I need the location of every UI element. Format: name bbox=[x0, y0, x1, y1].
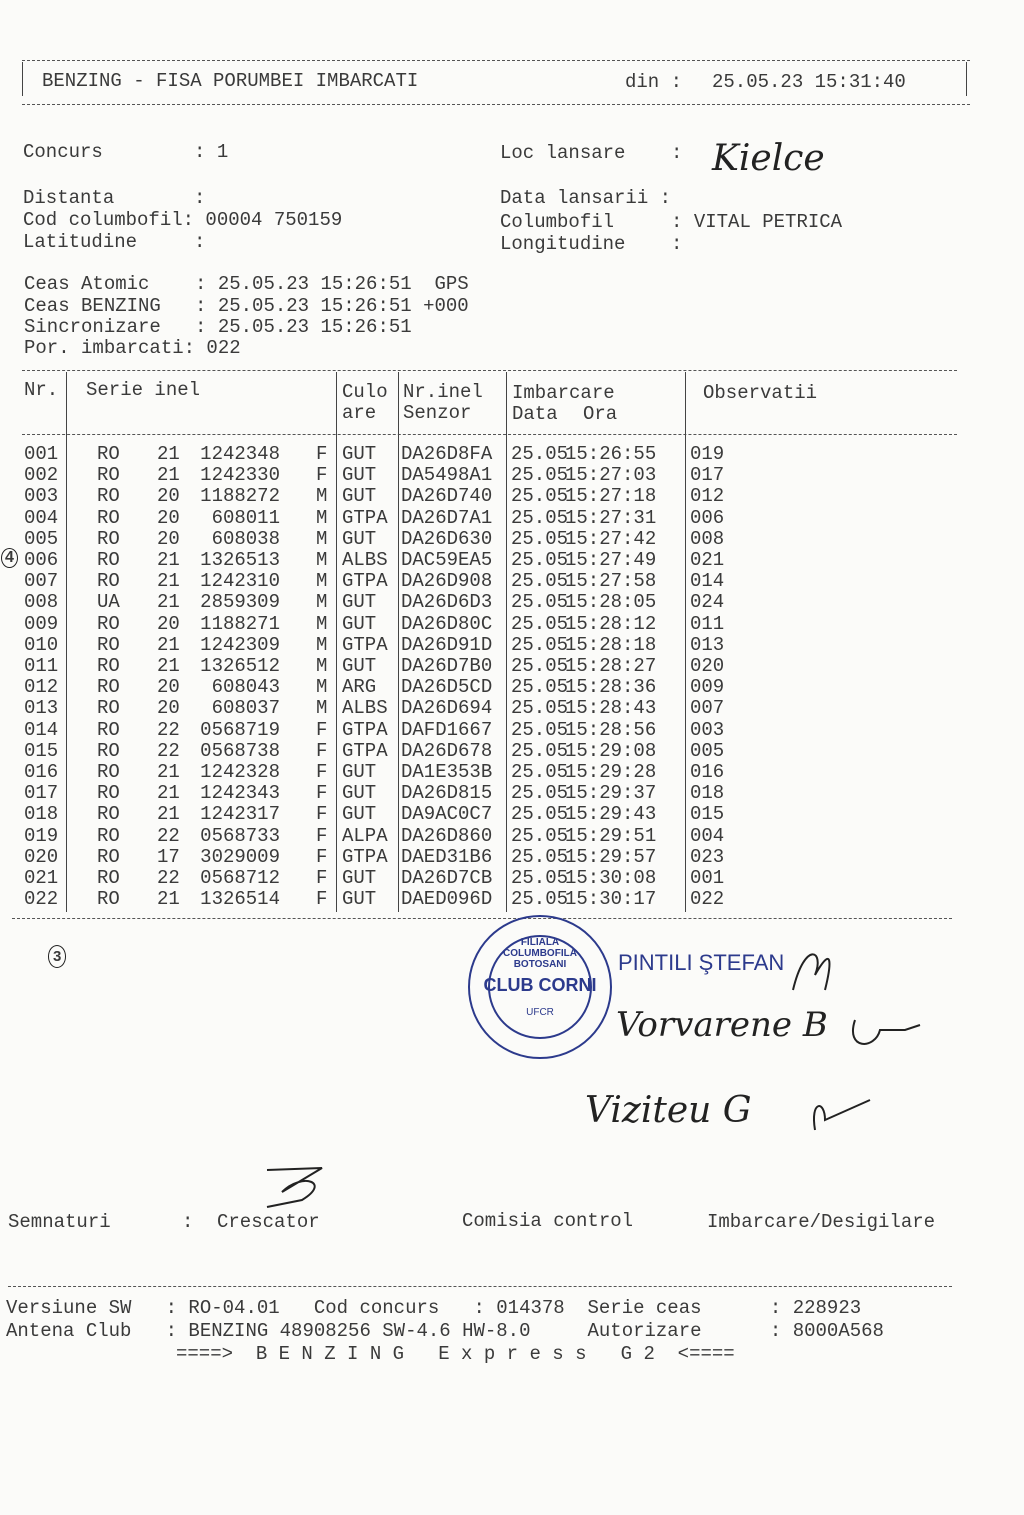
cell-country: RO bbox=[97, 612, 120, 635]
cell-sex: F bbox=[316, 761, 328, 783]
stamp-center-text: CLUB CORNI bbox=[483, 975, 597, 995]
cell-sex: M bbox=[316, 527, 328, 550]
cell-country: RO bbox=[97, 824, 120, 847]
cell-data: 25.05 bbox=[511, 824, 569, 847]
cell-country: RO bbox=[97, 570, 120, 593]
cell-year: 22 bbox=[157, 824, 180, 847]
cell-observatii: 024 bbox=[690, 591, 725, 614]
cell-sex: F bbox=[316, 888, 328, 911]
cell-ora: 15:28:18 bbox=[565, 633, 657, 656]
cell-ora: 15:28:12 bbox=[565, 612, 657, 635]
cell-sex: F bbox=[316, 803, 328, 826]
cell-nr: 013 bbox=[24, 697, 59, 720]
cell-culoare: ALBS bbox=[342, 549, 388, 571]
longitudine: Longitudine : bbox=[500, 233, 683, 255]
cell-ring: 0568738 bbox=[200, 739, 280, 762]
cell-ring: 1242328 bbox=[200, 761, 280, 783]
cell-year: 21 bbox=[157, 464, 180, 487]
comisia-label: Comisia control bbox=[462, 1210, 634, 1232]
col-culoare-2: are bbox=[342, 402, 377, 424]
cell-nr: 004 bbox=[24, 506, 59, 529]
cell-ora: 15:29:51 bbox=[565, 824, 657, 847]
cell-ora: 15:30:17 bbox=[565, 888, 657, 911]
cell-sex: F bbox=[316, 824, 328, 847]
cell-year: 20 bbox=[157, 612, 180, 635]
cell-culoare: ALPA bbox=[342, 824, 388, 847]
cell-country: RO bbox=[97, 676, 120, 699]
col-observatii: Observatii bbox=[703, 382, 818, 404]
cell-observatii: 013 bbox=[690, 633, 725, 656]
table-row bbox=[0, 613, 760, 634]
cell-data: 25.05 bbox=[511, 718, 569, 741]
cell-year: 21 bbox=[157, 633, 180, 656]
cell-senzor: DAED31B6 bbox=[401, 845, 493, 868]
cell-observatii: 011 bbox=[690, 612, 725, 635]
cell-data: 25.05 bbox=[511, 443, 569, 465]
col-imbarcare: Imbarcare bbox=[512, 382, 615, 404]
cell-ora: 15:29:28 bbox=[565, 761, 657, 783]
col-nr-inel: Nr.inel bbox=[403, 381, 483, 403]
cell-ring: 608011 bbox=[211, 506, 280, 529]
cell-sex: M bbox=[316, 570, 328, 593]
cell-senzor: DA26D91D bbox=[401, 633, 493, 656]
cell-ora: 15:30:08 bbox=[565, 867, 657, 889]
table-row bbox=[0, 782, 760, 803]
table-row bbox=[0, 846, 760, 867]
divider bbox=[966, 62, 967, 96]
cell-culoare: GTPA bbox=[342, 718, 388, 741]
cell-year: 21 bbox=[157, 803, 180, 826]
cell-ora: 15:28:56 bbox=[565, 718, 657, 741]
cell-observatii: 003 bbox=[690, 718, 725, 741]
cell-ora: 15:27:18 bbox=[565, 485, 657, 508]
cell-observatii: 014 bbox=[690, 570, 725, 593]
cell-ora: 15:27:03 bbox=[565, 464, 657, 487]
ceas-atomic: Ceas Atomic : 25.05.23 15:26:51 GPS bbox=[24, 273, 469, 295]
cell-nr: 019 bbox=[24, 824, 59, 847]
cell-year: 21 bbox=[157, 570, 180, 593]
divider bbox=[22, 62, 23, 96]
cell-ora: 15:29:08 bbox=[565, 739, 657, 762]
cell-senzor: DA5498A1 bbox=[401, 464, 493, 487]
cell-country: RO bbox=[97, 697, 120, 720]
loc-lansare: Loc lansare : bbox=[500, 142, 683, 164]
cell-senzor: DA26D860 bbox=[401, 824, 493, 847]
cell-sex: M bbox=[316, 612, 328, 635]
table-row bbox=[0, 740, 760, 761]
cell-senzor: DAC59EA5 bbox=[401, 549, 493, 571]
table-row bbox=[0, 676, 760, 697]
concurs: Concurs : 1 bbox=[23, 141, 229, 163]
cell-culoare: GTPA bbox=[342, 506, 388, 529]
cell-observatii: 016 bbox=[690, 761, 725, 783]
cell-culoare: GUT bbox=[342, 867, 377, 889]
cell-culoare: GUT bbox=[342, 803, 377, 826]
cell-ring: 1326513 bbox=[200, 549, 280, 571]
cell-sex: F bbox=[316, 782, 328, 805]
cell-ring: 0568712 bbox=[200, 867, 280, 889]
data-lansarii: Data lansarii : bbox=[500, 187, 672, 209]
cell-nr: 007 bbox=[24, 570, 59, 593]
table-row bbox=[0, 803, 760, 824]
cell-data: 25.05 bbox=[511, 867, 569, 889]
cell-culoare: GTPA bbox=[342, 845, 388, 868]
cell-data: 25.05 bbox=[511, 464, 569, 487]
cell-senzor: DAED096D bbox=[401, 888, 493, 911]
cell-nr: 003 bbox=[24, 485, 59, 508]
print-datetime: 25.05.23 15:31:40 bbox=[712, 71, 906, 93]
cell-year: 20 bbox=[157, 697, 180, 720]
table-row bbox=[0, 867, 760, 888]
crescator-signature bbox=[262, 1162, 332, 1210]
table-row bbox=[0, 549, 760, 570]
cell-observatii: 015 bbox=[690, 803, 725, 826]
semnaturi-colon: : bbox=[182, 1211, 194, 1233]
cell-ring: 0568719 bbox=[200, 718, 280, 741]
cell-sex: M bbox=[316, 697, 328, 720]
cell-year: 20 bbox=[157, 485, 180, 508]
porumbei-imbarcati: Por. imbarcati: 022 bbox=[24, 337, 241, 359]
cell-senzor: DA26D7A1 bbox=[401, 506, 493, 529]
cell-culoare: ARG bbox=[342, 676, 377, 699]
cell-year: 17 bbox=[157, 845, 180, 868]
cell-senzor: DA1E353B bbox=[401, 761, 493, 783]
document-title: BENZING - FISA PORUMBEI IMBARCATI bbox=[42, 70, 419, 92]
cell-observatii: 001 bbox=[690, 867, 725, 889]
table-row bbox=[0, 761, 760, 782]
cell-observatii: 017 bbox=[690, 464, 725, 487]
cell-ora: 15:29:43 bbox=[565, 803, 657, 826]
cell-data: 25.05 bbox=[511, 888, 569, 911]
cell-year: 21 bbox=[157, 549, 180, 571]
col-nr: Nr. bbox=[24, 379, 59, 401]
cell-country: RO bbox=[97, 867, 120, 889]
cell-culoare: GTPA bbox=[342, 633, 388, 656]
cell-country: RO bbox=[97, 506, 120, 529]
cell-culoare: GUT bbox=[342, 888, 377, 911]
cell-nr: 005 bbox=[24, 527, 59, 550]
cell-year: 22 bbox=[157, 739, 180, 762]
cell-ora: 15:27:49 bbox=[565, 549, 657, 571]
cell-nr: 016 bbox=[24, 761, 59, 783]
cell-country: RO bbox=[97, 782, 120, 805]
signature-name-2: Viziteu G bbox=[585, 1090, 752, 1131]
cell-observatii: 008 bbox=[690, 527, 725, 550]
table-row bbox=[0, 464, 760, 485]
loc-lansare-handwritten: Kielce bbox=[712, 138, 825, 179]
cell-culoare: GUT bbox=[342, 443, 377, 465]
cell-senzor: DA26D630 bbox=[401, 527, 493, 550]
cell-observatii: 009 bbox=[690, 676, 725, 699]
cell-culoare: GUT bbox=[342, 761, 377, 783]
cell-observatii: 007 bbox=[690, 697, 725, 720]
cell-ring: 1242348 bbox=[200, 443, 280, 465]
cell-sex: F bbox=[316, 718, 328, 741]
cell-year: 21 bbox=[157, 888, 180, 911]
cell-senzor: DA26D815 bbox=[401, 782, 493, 805]
cell-senzor: DA26D8FA bbox=[401, 443, 493, 465]
table-row bbox=[0, 570, 760, 591]
cell-senzor: DA26D678 bbox=[401, 739, 493, 762]
cell-culoare: GUT bbox=[342, 464, 377, 487]
cell-year: 20 bbox=[157, 527, 180, 550]
cell-nr: 009 bbox=[24, 612, 59, 635]
cell-ring: 1242309 bbox=[200, 633, 280, 656]
divider bbox=[22, 60, 970, 61]
crescator-label: Crescator bbox=[217, 1211, 320, 1233]
cell-ring: 1242310 bbox=[200, 570, 280, 593]
cell-nr: 021 bbox=[24, 867, 59, 889]
cell-data: 25.05 bbox=[511, 782, 569, 805]
table-row bbox=[0, 528, 760, 549]
table-row bbox=[0, 507, 760, 528]
cell-senzor: DA26D740 bbox=[401, 485, 493, 508]
cell-data: 25.05 bbox=[511, 612, 569, 635]
cell-observatii: 004 bbox=[690, 824, 725, 847]
col-serie-inel: Serie inel bbox=[86, 379, 201, 401]
cell-observatii: 022 bbox=[690, 888, 725, 911]
cell-ring: 1242330 bbox=[200, 464, 280, 487]
footer-line-2: Antena Club : BENZING 48908256 SW-4.6 HW-8.0 Autorizare : 8000A568 bbox=[6, 1320, 884, 1342]
cell-observatii: 018 bbox=[690, 782, 725, 805]
cell-observatii: 005 bbox=[690, 739, 725, 762]
cell-data: 25.05 bbox=[511, 527, 569, 550]
table-row bbox=[0, 697, 760, 718]
cell-culoare: GUT bbox=[342, 485, 377, 508]
cell-observatii: 020 bbox=[690, 655, 725, 677]
table-row bbox=[0, 888, 760, 909]
cell-data: 25.05 bbox=[511, 739, 569, 762]
cell-ring: 1188272 bbox=[200, 485, 280, 508]
cell-year: 20 bbox=[157, 506, 180, 529]
cell-data: 25.05 bbox=[511, 549, 569, 571]
cell-nr: 012 bbox=[24, 676, 59, 699]
cell-nr: 006 bbox=[24, 549, 59, 571]
cell-ring: 1242343 bbox=[200, 782, 280, 805]
cell-country: RO bbox=[97, 655, 120, 677]
cell-nr: 015 bbox=[24, 739, 59, 762]
cell-nr: 001 bbox=[24, 443, 59, 465]
cell-country: RO bbox=[97, 761, 120, 783]
cell-ring: 1242317 bbox=[200, 803, 280, 826]
cell-data: 25.05 bbox=[511, 570, 569, 593]
distanta: Distanta : bbox=[23, 187, 206, 209]
cell-year: 21 bbox=[157, 782, 180, 805]
cell-observatii: 006 bbox=[690, 506, 725, 529]
cell-data: 25.05 bbox=[511, 803, 569, 826]
cell-ora: 15:28:36 bbox=[565, 676, 657, 699]
cell-culoare: GUT bbox=[342, 591, 377, 614]
cell-country: UA bbox=[97, 591, 120, 614]
footer-line-1: Versiune SW : RO-04.01 Cod concurs : 014378 Serie ceas : 228923 bbox=[6, 1297, 862, 1319]
cell-country: RO bbox=[97, 464, 120, 487]
cell-sex: F bbox=[316, 464, 328, 487]
stamp-name: PINTILI ŞTEFAN bbox=[618, 950, 785, 975]
divider bbox=[22, 104, 970, 105]
cell-country: RO bbox=[97, 845, 120, 868]
stamp-outer-text: FILIALA COLUMBOFILA BOTOSANI bbox=[503, 937, 577, 970]
table-row bbox=[0, 655, 760, 676]
cell-ring: 0568733 bbox=[200, 824, 280, 847]
sincronizare: Sincronizare : 25.05.23 15:26:51 bbox=[24, 316, 412, 338]
cell-country: RO bbox=[97, 803, 120, 826]
cell-sex: F bbox=[316, 443, 328, 465]
signature-name-1: Vorvarene B bbox=[616, 1005, 828, 1045]
table-row bbox=[0, 634, 760, 655]
cell-country: RO bbox=[97, 888, 120, 911]
cell-sex: M bbox=[316, 549, 328, 571]
cell-senzor: DA26D80C bbox=[401, 612, 493, 635]
cell-nr: 014 bbox=[24, 718, 59, 741]
cell-senzor: DA26D908 bbox=[401, 570, 493, 593]
cell-nr: 008 bbox=[24, 591, 59, 614]
cell-senzor: DA26D7B0 bbox=[401, 655, 493, 677]
cell-senzor: DA26D6D3 bbox=[401, 591, 493, 614]
table-row bbox=[0, 485, 760, 506]
handwritten-mark-3: 3 bbox=[48, 945, 66, 968]
cell-ora: 15:27:31 bbox=[565, 506, 657, 529]
cell-country: RO bbox=[97, 633, 120, 656]
col-ora: Ora bbox=[583, 403, 618, 425]
date-label: din : bbox=[625, 71, 683, 93]
table-row bbox=[0, 443, 760, 464]
cell-year: 21 bbox=[157, 761, 180, 783]
cell-culoare: ALBS bbox=[342, 697, 388, 720]
cell-ora: 15:27:42 bbox=[565, 527, 657, 550]
footer-brand: ====> B E N Z I N G E x p r e s s G 2 <==== bbox=[176, 1343, 735, 1365]
cell-data: 25.05 bbox=[511, 506, 569, 529]
cell-senzor: DA26D5CD bbox=[401, 676, 493, 699]
cell-ring: 608043 bbox=[211, 676, 280, 699]
cell-data: 25.05 bbox=[511, 655, 569, 677]
cell-culoare: GTPA bbox=[342, 739, 388, 762]
cell-data: 25.05 bbox=[511, 591, 569, 614]
cell-year: 21 bbox=[157, 443, 180, 465]
cell-sex: M bbox=[316, 676, 328, 699]
cell-nr: 002 bbox=[24, 464, 59, 487]
handwritten-mark-4: 4 bbox=[1, 548, 18, 568]
cell-nr: 011 bbox=[24, 655, 59, 677]
col-senzor: Senzor bbox=[403, 402, 472, 424]
cell-nr: 020 bbox=[24, 845, 59, 868]
cell-ora: 15:28:05 bbox=[565, 591, 657, 614]
cell-ring: 1326514 bbox=[200, 888, 280, 911]
cell-ring: 3029009 bbox=[200, 845, 280, 868]
cell-year: 22 bbox=[157, 867, 180, 889]
cell-sex: F bbox=[316, 739, 328, 762]
cell-ora: 15:28:43 bbox=[565, 697, 657, 720]
cell-nr: 010 bbox=[24, 633, 59, 656]
table-row bbox=[0, 719, 760, 740]
cell-nr: 022 bbox=[24, 888, 59, 911]
cell-year: 20 bbox=[157, 676, 180, 699]
cell-sex: F bbox=[316, 845, 328, 868]
cell-culoare: GUT bbox=[342, 655, 377, 677]
cell-year: 21 bbox=[157, 591, 180, 614]
cell-data: 25.05 bbox=[511, 633, 569, 656]
latitudine: Latitudine : bbox=[23, 231, 206, 253]
cell-ring: 608037 bbox=[211, 697, 280, 720]
col-data: Data bbox=[512, 403, 558, 425]
cell-ora: 15:29:57 bbox=[565, 845, 657, 868]
cell-culoare: GUT bbox=[342, 527, 377, 550]
cell-year: 21 bbox=[157, 655, 180, 677]
cell-country: RO bbox=[97, 549, 120, 571]
cell-country: RO bbox=[97, 718, 120, 741]
cell-nr: 017 bbox=[24, 782, 59, 805]
cell-data: 25.05 bbox=[511, 761, 569, 783]
cell-country: RO bbox=[97, 485, 120, 508]
cell-observatii: 021 bbox=[690, 549, 725, 571]
cell-nr: 018 bbox=[24, 803, 59, 826]
cell-country: RO bbox=[97, 739, 120, 762]
cell-sex: M bbox=[316, 655, 328, 677]
cell-ora: 15:27:58 bbox=[565, 570, 657, 593]
cell-ring: 608038 bbox=[211, 527, 280, 550]
semnaturi-label: Semnaturi bbox=[8, 1211, 111, 1233]
cell-data: 25.05 bbox=[511, 485, 569, 508]
stamp-side-text: UFCR bbox=[526, 1007, 554, 1018]
cell-senzor: DA9AC0C7 bbox=[401, 803, 493, 826]
cell-ora: 15:28:27 bbox=[565, 655, 657, 677]
cell-observatii: 023 bbox=[690, 845, 725, 868]
cell-ring: 1326512 bbox=[200, 655, 280, 677]
table-row bbox=[0, 825, 760, 846]
cell-sex: M bbox=[316, 633, 328, 656]
cell-senzor: DA26D7CB bbox=[401, 867, 493, 889]
cell-observatii: 019 bbox=[690, 443, 725, 465]
cell-data: 25.05 bbox=[511, 845, 569, 868]
cell-sex: M bbox=[316, 591, 328, 614]
cod-columbofil: Cod columbofil: 00004 750159 bbox=[23, 209, 343, 231]
cell-ora: 15:29:37 bbox=[565, 782, 657, 805]
cell-country: RO bbox=[97, 527, 120, 550]
cell-culoare: GUT bbox=[342, 782, 377, 805]
cell-culoare: GTPA bbox=[342, 570, 388, 593]
divider bbox=[8, 1286, 952, 1287]
cell-sex: F bbox=[316, 867, 328, 889]
cell-data: 25.05 bbox=[511, 697, 569, 720]
cell-country: RO bbox=[97, 443, 120, 465]
ceas-benzing: Ceas BENZING : 25.05.23 15:26:51 +000 bbox=[24, 295, 469, 317]
divider bbox=[22, 370, 957, 371]
cell-ora: 15:26:55 bbox=[565, 443, 657, 465]
col-culoare: Culo bbox=[342, 381, 388, 403]
cell-observatii: 012 bbox=[690, 485, 725, 508]
imbarcare-label: Imbarcare/Desigilare bbox=[707, 1211, 936, 1233]
cell-sex: M bbox=[316, 485, 328, 508]
cell-culoare: GUT bbox=[342, 612, 377, 635]
cell-sex: M bbox=[316, 506, 328, 529]
cell-senzor: DAFD1667 bbox=[401, 718, 493, 741]
divider bbox=[22, 434, 957, 435]
cell-data: 25.05 bbox=[511, 676, 569, 699]
cell-ring: 1188271 bbox=[200, 612, 280, 635]
cell-senzor: DA26D694 bbox=[401, 697, 493, 720]
cell-year: 22 bbox=[157, 718, 180, 741]
cell-ring: 2859309 bbox=[200, 591, 280, 614]
table-row bbox=[0, 591, 760, 612]
divider bbox=[12, 918, 952, 919]
columbofil: Columbofil : VITAL PETRICA bbox=[500, 211, 843, 233]
club-stamp bbox=[468, 915, 612, 1059]
